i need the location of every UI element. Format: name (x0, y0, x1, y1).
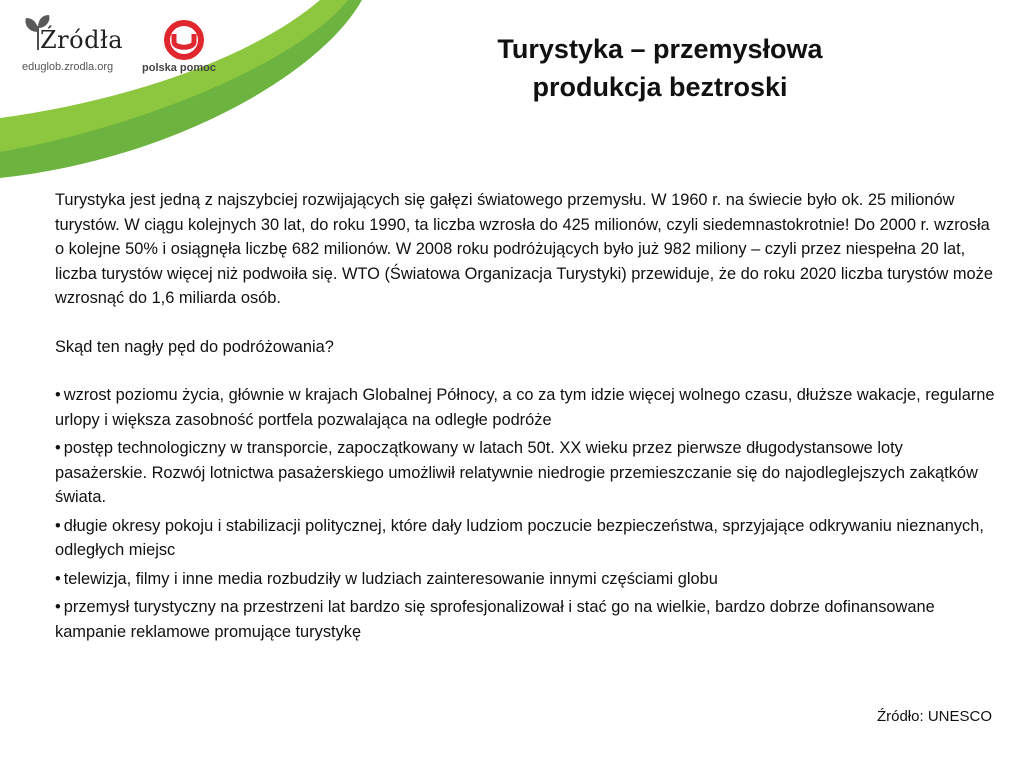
zrodla-url-text: eduglob.zrodla.org (22, 61, 114, 73)
slide-content (55, 188, 995, 648)
title-line-1: Turystyka – przemysłowa (497, 34, 823, 64)
polska-pomoc-text: polska pomoc (142, 62, 216, 74)
polska-pomoc-icon (154, 18, 214, 62)
bullet-text: wzrost poziomu życia, głównie w krajach Globalnej Północy, a co za tym idzie więcej wolnego czasu, dłuższe wakacje, regularne urlopy i większa zasobność portfela pozwalająca na odległe podróże (55, 386, 995, 429)
bullet-text: telewizja, filmy i inne media rozbudziły w ludziach zainteresowanie innymi częściami globu (63, 569, 718, 588)
question-paragraph: Skąd ten nagły pęd do podróżowania? (55, 337, 334, 356)
intro-paragraph: Turystyka jest jedną z najszybciej rozwijających się gałęzi światowego przemysłu. W 1960 r. na świecie było ok. 25 milionów turystów. W ciągu kolejnych 30 lat, do roku 1990, ta liczba wzrosła do 425 milionów, czyli siedemnastokrotnie! Do 2000 r. wzrosła o kolejne 50% i osiągnęła liczbę 682 milionów. W 2008 roku podróżujących było już 982 miliony – czyli przez niespełna 20 lat, liczba turystów więcej niż podwoiła się. WTO (Światowa Organizacja Turystyki) przewiduje, że do roku 2020 liczba turystów może wzrosnąć do 1,6 miliarda osób. (55, 191, 993, 307)
title-line-2: produkcja beztroski (532, 72, 788, 102)
bullet-text: przemysł turystyczny na przestrzeni lat bardzo się sprofesjonalizował i stać go na wielkie, bardzo dobrze dofinansowane kampanie reklamowe promujące turystykę (55, 598, 935, 641)
zrodla-wordmark: Źródła (40, 26, 124, 54)
bullet-item (55, 567, 995, 592)
bullet-item (55, 595, 995, 644)
bullet-dot: • (55, 516, 61, 535)
source-note: Źródło: UNESCO (876, 708, 992, 725)
bullet-dot: • (55, 386, 61, 404)
bullet-item (55, 383, 995, 432)
bullet-dot: • (55, 569, 61, 588)
page-title (460, 30, 860, 106)
bullet-text: długie okresy pokoju i stabilizacji politycznej, które dały ludziom poczucie bezpieczeństwa, sprzyjające odkrywaniu nieznanych, odległych miejsc (55, 516, 984, 559)
zrodla-logo (14, 12, 144, 72)
bullet-item (55, 514, 995, 563)
bullet-dot: • (55, 598, 61, 616)
bullet-text: postęp technologiczny w transporcie, zapoczątkowany w latach 50t. XX wieku przez pierwsze długodystansowe loty pasażerskie. Rozwój lotnictwa pasażerskiego umożliwił relatywnie niedrogie przemieszczanie się do najodleglejszych zakątków świata. (55, 439, 978, 506)
header-logos (14, 12, 234, 82)
bullet-dot: • (55, 439, 61, 457)
bullet-item (55, 436, 995, 510)
